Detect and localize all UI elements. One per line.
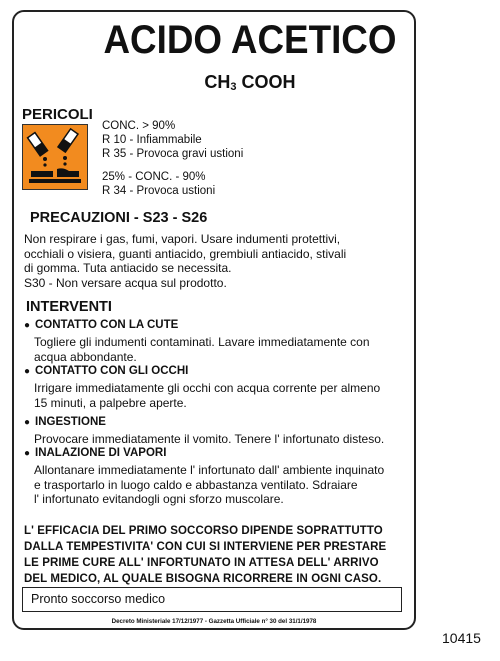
intervention-line: e trasportarlo in luogo caldo e abbastanza ventilato. Sdraiare <box>34 477 358 492</box>
bullet-icon: ● <box>24 366 31 377</box>
interventi-heading: INTERVENTI <box>26 299 112 315</box>
first-aid-notice <box>24 523 404 587</box>
bullet-icon: ● <box>24 417 31 428</box>
corrosive-hazard-icon <box>22 124 88 190</box>
intervention-title: INGESTIONE <box>35 416 106 428</box>
intervention-title: CONTATTO CON GLI OCCHI <box>35 365 189 377</box>
precaution-line: occhiali o visiera, guanti antiacido, grembiuli antiacido, stivali <box>24 246 347 261</box>
pericoli-heading: PERICOLI <box>22 106 93 123</box>
first-aid-box: Pronto soccorso medico <box>22 587 402 612</box>
formula-main: CH <box>204 72 231 92</box>
intervention-line: 15 minuti, a palpebre aperte. <box>34 395 187 410</box>
intervention-title: CONTATTO CON LA CUTE <box>35 319 179 331</box>
hazard-statements <box>102 119 243 198</box>
intervention-line: Allontanare immediatamente l' infortunato dall' ambiente inquinato <box>34 463 385 477</box>
intervention-text <box>34 381 380 410</box>
intervention-text <box>34 335 370 364</box>
intervention-line: Togliere gli indumenti contaminati. Lavare immediatamente con <box>34 335 370 349</box>
precaution-line: Non respirare i gas, fumi, vapori. Usare indumenti protettivi, <box>24 232 341 246</box>
hazard-line: R 34 - Provoca ustioni <box>102 184 216 197</box>
chemical-formula <box>0 72 500 93</box>
intervention-line: Irrigare immediatamente gli occhi con acqua corrente per almeno <box>34 381 381 395</box>
precauzioni-heading: PRECAUZIONI - S23 - S26 <box>30 210 208 226</box>
bullet-icon: ● <box>24 320 31 331</box>
precaution-line: di gomma. Tuta antiacido se necessita. <box>24 261 232 276</box>
hazard-line: R 10 - Infiammabile <box>102 134 202 147</box>
decree-footnote: Decreto Ministeriale 17/12/1977 - Gazzetta Ufficiale n° 30 del 31/1/1978 <box>111 618 317 625</box>
intervention-line: acqua abbondante. <box>34 349 137 364</box>
intervention-title: INALAZIONE DI VAPORI <box>35 447 167 459</box>
notice-line: L' EFFICACIA DEL PRIMO SOCCORSO DIPENDE SOPRATTUTTO <box>24 525 383 537</box>
hazard-line: 25% - CONC. - 90% <box>102 170 206 183</box>
notice-line: DALLA TEMPESTIVITA' CON CUI SI INTERVIENE PER PRESTARE <box>24 541 387 553</box>
intervention-text <box>34 463 384 507</box>
notice-line: LE PRIME CURE ALL' INFORTUNATO IN ATTESA DELL' ARRIVO <box>24 557 379 569</box>
intervention-line: l' infortunato evitandogli ogni sforzo muscolare. <box>34 492 284 507</box>
hazard-line: R 35 - Provoca gravi ustioni <box>102 148 244 161</box>
intervention-text <box>34 432 384 447</box>
hazard-line: CONC. > 90% <box>102 120 176 132</box>
sign-title: ACIDO ACETICO <box>103 18 397 62</box>
bullet-icon: ● <box>24 448 31 459</box>
formula-subscript: 3 <box>230 81 237 93</box>
notice-line: DEL MEDICO, AL QUALE BISOGNA RICORRERE IN OGNI CASO. <box>24 573 382 585</box>
formula-rest: COOH <box>236 72 296 92</box>
product-code: 10415 <box>442 630 481 646</box>
intervention-line: Provocare immediatamente il vomito. Tenere l' infortunato disteso. <box>34 432 385 446</box>
precauzioni-text <box>24 232 414 290</box>
precaution-line: S30 - Non versare acqua sul prodotto. <box>24 275 227 290</box>
